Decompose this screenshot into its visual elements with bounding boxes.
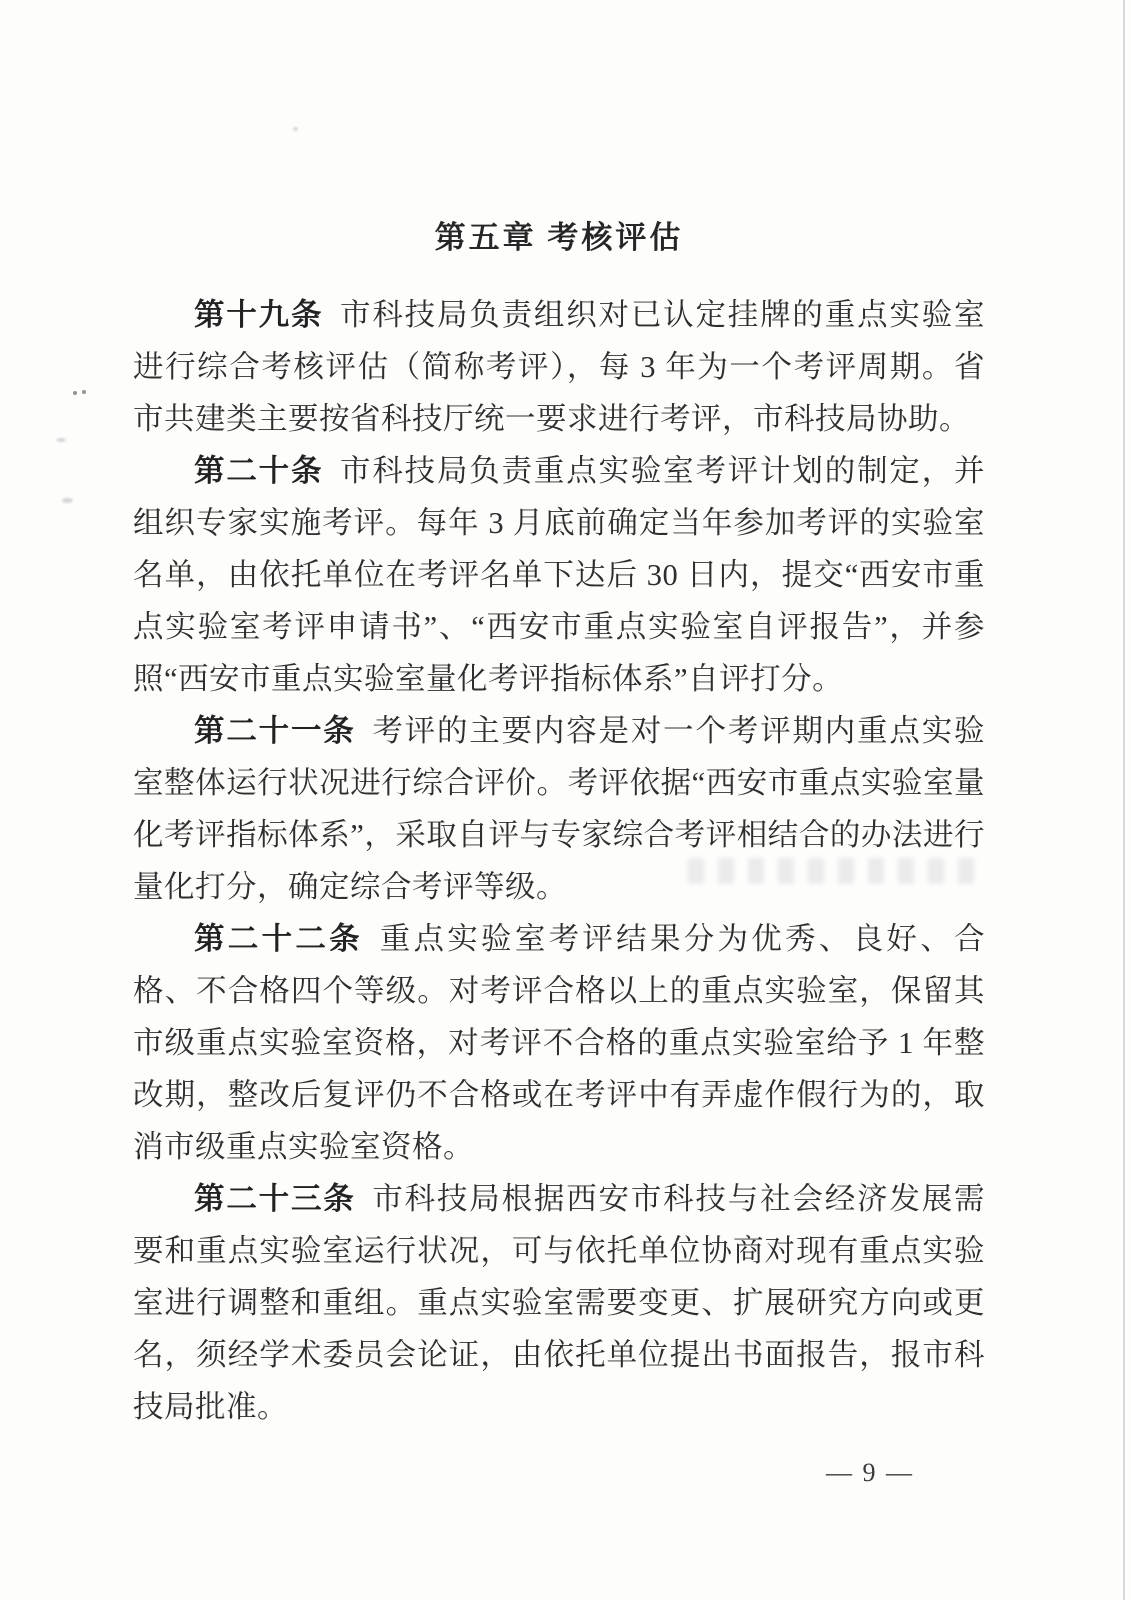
scan-speck-artifact — [73, 391, 77, 395]
article-text: 市科技局负责重点实验室考评计划的制定，并组织专家实施考评。每年 3 月底前确定当年参加考评的实验室名单，由依托单位在考评名单下达后 30 日内，提交“西安市重点实验室考评申请书”、“西安市重点实验室自评报告”，并参照“西安市重点实验室量化考评指标体系”自评打分。 — [133, 454, 986, 696]
article-number: 第二十三条 — [194, 1182, 356, 1216]
article-paragraph — [133, 913, 985, 1173]
document-body — [133, 212, 985, 1433]
scan-smudge-artifact — [56, 438, 66, 442]
article-paragraph — [133, 1173, 985, 1433]
ink-bleed-through-artifact — [688, 858, 984, 884]
article-text: 市科技局负责组织对已认定挂牌的重点实验室进行综合考核评估（简称考评），每 3 年为一个考评周期。省市共建类主要按省科技厅统一要求进行考评，市科技局协助。 — [133, 298, 986, 436]
scan-smudge-artifact — [293, 127, 298, 131]
article-number: 第十九条 — [194, 298, 324, 332]
page-number: — 9 — — [826, 1458, 914, 1487]
article-paragraph — [133, 445, 985, 705]
article-number: 第二十二条 — [194, 922, 363, 956]
article-text: 考评的主要内容是对一个考评期内重点实验室整体运行状况进行综合评价。考评依据“西安市重点实验室量化考评指标体系”，采取自评与专家综合考评相结合的办法进行量化打分，确定综合考评等级。 — [133, 714, 986, 904]
article-text: 市科技局根据西安市科技与社会经济发展需要和重点实验室运行状况，可与依托单位协商对现有重点实验室进行调整和重组。重点实验室需要变更、扩展研究方向或更名，须经学术委员会论证，由依托单位提出书面报告，报市科技局批准。 — [133, 1182, 986, 1424]
chapter-heading: 第五章 考核评估 — [434, 220, 684, 255]
article-text: 重点实验室考评结果分为优秀、良好、合格、不合格四个等级。对考评合格以上的重点实验室，保留其市级重点实验室资格，对考评不合格的重点实验室给予 1 年整改期，整改后复评仍不合格或在考评中有弄虚作假行为的，取消市级重点实验室资格。 — [133, 922, 986, 1164]
scan-speck-artifact — [82, 390, 86, 394]
article-paragraph — [133, 289, 985, 445]
scan-edge-line-artifact — [1123, 0, 1125, 1600]
article-number: 第二十一条 — [194, 714, 356, 748]
article-number: 第二十条 — [194, 454, 324, 488]
scan-smudge-artifact — [62, 498, 73, 503]
